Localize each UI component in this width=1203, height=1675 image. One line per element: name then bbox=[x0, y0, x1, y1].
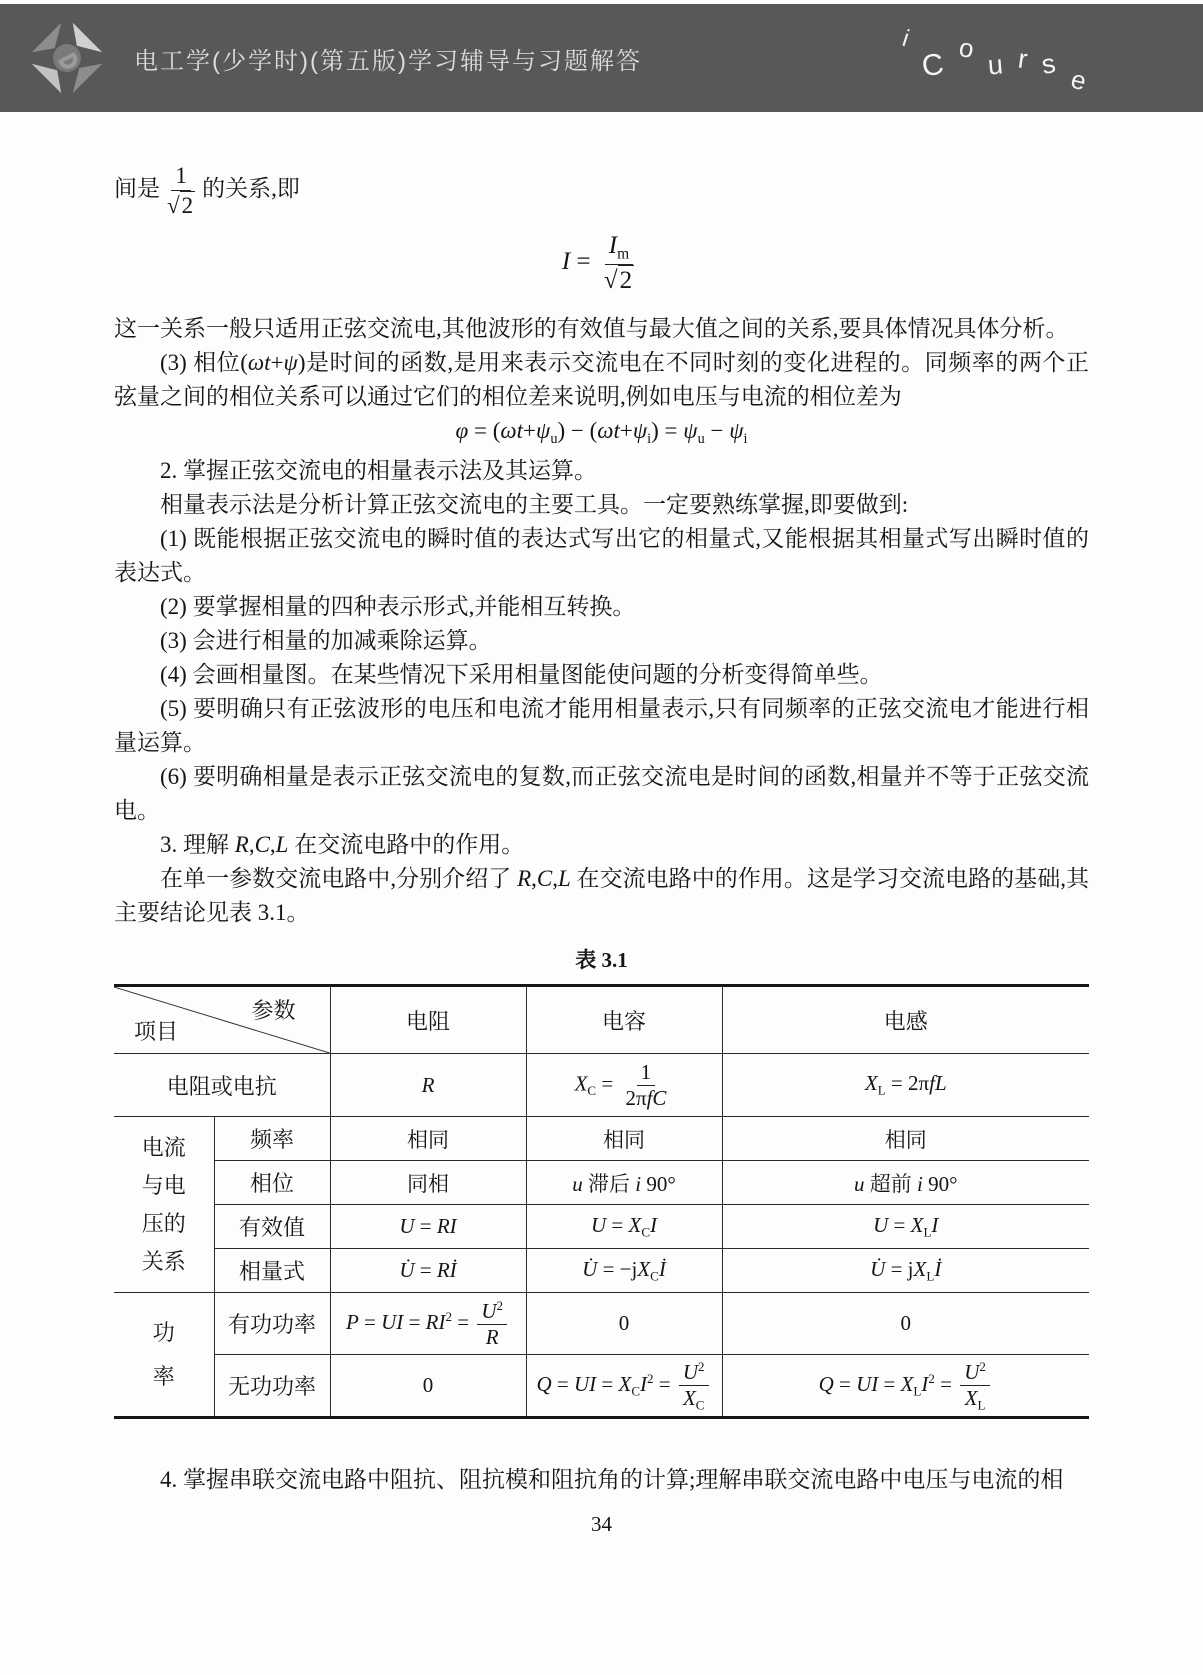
cell-active-power-c: 0 bbox=[526, 1293, 722, 1355]
corner-label-item: 项目 bbox=[134, 1019, 179, 1045]
row-label-phasor: 相量式 bbox=[214, 1249, 330, 1293]
group-label-current-voltage: 电流与电压的关系 bbox=[114, 1117, 214, 1293]
paragraph: (5) 要明确只有正弦波形的电压和电流才能用相量表示,只有同频率的正弦交流电才能进行相量运算。 bbox=[114, 696, 1089, 756]
column-header-inductance: 电感 bbox=[722, 986, 1089, 1054]
paragraph: 这一关系一般只适用正弦交流电,其他波形的有效值与最大值之间的关系,要具体情况具体分析。 bbox=[114, 316, 1069, 342]
cell-frequency-l: 相同 bbox=[722, 1117, 1089, 1161]
cell-frequency-c: 相同 bbox=[526, 1117, 722, 1161]
brand-letter: o bbox=[956, 32, 976, 65]
cell-phasor-l: U̇ = $jX_Lİ$ bbox=[722, 1249, 1089, 1293]
cell-rms-r: U = RI bbox=[330, 1205, 526, 1249]
icourse-wordmark bbox=[898, 25, 1089, 97]
paragraph: 4. 掌握串联交流电路中阻抗、阻抗模和阻抗角的计算;理解串联交流电路中电压与电流的相 bbox=[160, 1467, 1064, 1493]
column-header-capacitance: 电容 bbox=[526, 986, 722, 1054]
cell-reactance-r: R bbox=[330, 1054, 526, 1117]
corner-label-parameter: 参数 bbox=[251, 998, 296, 1024]
cell-reactance-c: $X_C$ = $\frac{1}{\text{2πfC}}$ bbox=[526, 1054, 722, 1117]
row-label-rms: 有效值 bbox=[214, 1205, 330, 1249]
paragraph: (4) 会画相量图。在某些情况下采用相量图能使问题的分析变得简单些。 bbox=[160, 662, 883, 688]
paragraph: (6) 要明确相量是表示正弦交流电的复数,而正弦交流电是时间的函数,相量并不等于正弦交流电。 bbox=[114, 764, 1089, 824]
group-label-power: 功率 bbox=[114, 1293, 214, 1418]
cell-frequency-r: 相同 bbox=[330, 1117, 526, 1161]
cell-phase-c: u 滞后 i 90° bbox=[526, 1161, 722, 1205]
column-header-resistance: 电阻 bbox=[330, 986, 526, 1054]
brand-letter: r bbox=[1016, 43, 1030, 75]
brand-letter: i bbox=[898, 25, 912, 53]
table-corner-cell bbox=[114, 986, 330, 1054]
formula-phase-difference: $\varphi = (\omega t+\psi_u) - (\omega t+\psi_i) = \psi_u - \psi_i$ bbox=[455, 418, 748, 448]
brand-letter: s bbox=[1039, 48, 1058, 80]
cell-phasor-c: U̇ = $-jX_Cİ$ bbox=[526, 1249, 722, 1293]
cell-reactive-power-c: Q = UI = $X_CI^2$ = $\frac{U^2}{X_C}$ bbox=[526, 1355, 722, 1418]
paragraph: (3) 会进行相量的加减乘除运算。 bbox=[160, 628, 492, 654]
paragraph-continuation: 间是 1 √ 2 的关系,即 bbox=[114, 163, 300, 218]
row-label-reactive-power: 无功功率 bbox=[214, 1355, 330, 1418]
paragraph: 3. 理解 R,C,L 在交流电路中的作用。 bbox=[160, 832, 525, 858]
table-caption: 表 3.1 bbox=[575, 948, 628, 973]
brand-letter: u bbox=[986, 49, 1005, 81]
paragraph: (2) 要掌握相量的四种表示形式,并能相互转换。 bbox=[160, 594, 636, 620]
book-title: 电工学(少学时)(第五版)学习辅导与习题解答 bbox=[134, 47, 642, 75]
table-3-1 bbox=[114, 984, 1089, 1419]
cell-active-power-l: 0 bbox=[722, 1293, 1089, 1355]
cell-phasor-r: U̇ = Rİ bbox=[330, 1249, 526, 1293]
cell-reactance-l: $X_L = 2\pi fL$ bbox=[722, 1054, 1089, 1117]
cell-rms-l: $U = X_LI$ bbox=[722, 1205, 1089, 1249]
cell-phase-r: 同相 bbox=[330, 1161, 526, 1205]
brand-letter: e bbox=[1067, 63, 1089, 97]
cell-phase-l: u 超前 i 90° bbox=[722, 1161, 1089, 1205]
row-label-frequency: 频率 bbox=[214, 1117, 330, 1161]
row-label-phase: 相位 bbox=[214, 1161, 330, 1205]
formula-rms-value: I = $I_m$ √ 2 bbox=[561, 232, 633, 295]
header-band bbox=[0, 4, 1203, 112]
paragraph: 相量表示法是分析计算正弦交流电的主要工具。一定要熟练掌握,即要做到: bbox=[160, 492, 909, 518]
icourse-logo-icon bbox=[26, 17, 108, 99]
paragraph: 2. 掌握正弦交流电的相量表示法及其运算。 bbox=[160, 458, 597, 484]
row-label-active-power: 有功功率 bbox=[214, 1293, 330, 1355]
paragraph: 在单一参数交流电路中,分别介绍了 R,C,L 在交流电路中的作用。这是学习交流电路的基础,其主要结论见表 3.1。 bbox=[114, 866, 1090, 926]
paragraph: (1) 既能根据正弦交流电的瞬时值的表达式写出它的相量式,又能根据其相量式写出瞬时值的表达式。 bbox=[114, 526, 1089, 586]
cell-active-power-r: P = UI = $RI^2$ = $\frac{U^2}{R}$ bbox=[330, 1293, 526, 1355]
page-number: 34 bbox=[591, 1512, 612, 1536]
cell-reactive-power-r: 0 bbox=[330, 1355, 526, 1418]
page-body bbox=[0, 162, 1203, 1497]
brand-letter: C bbox=[919, 47, 946, 84]
cell-reactive-power-l: Q = UI = $X_LI^2$ = $\frac{U^2}{X_L}$ bbox=[722, 1355, 1089, 1418]
cell-rms-c: $U = X_CI$ bbox=[526, 1205, 722, 1249]
row-label-reactance: 电阻或电抗 bbox=[114, 1054, 330, 1117]
paragraph: (3) 相位(ωt+ψ)是时间的函数,是用来表示交流电在不同时刻的变化进程的。同频率的两个正弦量之间的相位关系可以通过它们的相位差来说明,例如电压与电流的相位差为 bbox=[114, 350, 1089, 410]
